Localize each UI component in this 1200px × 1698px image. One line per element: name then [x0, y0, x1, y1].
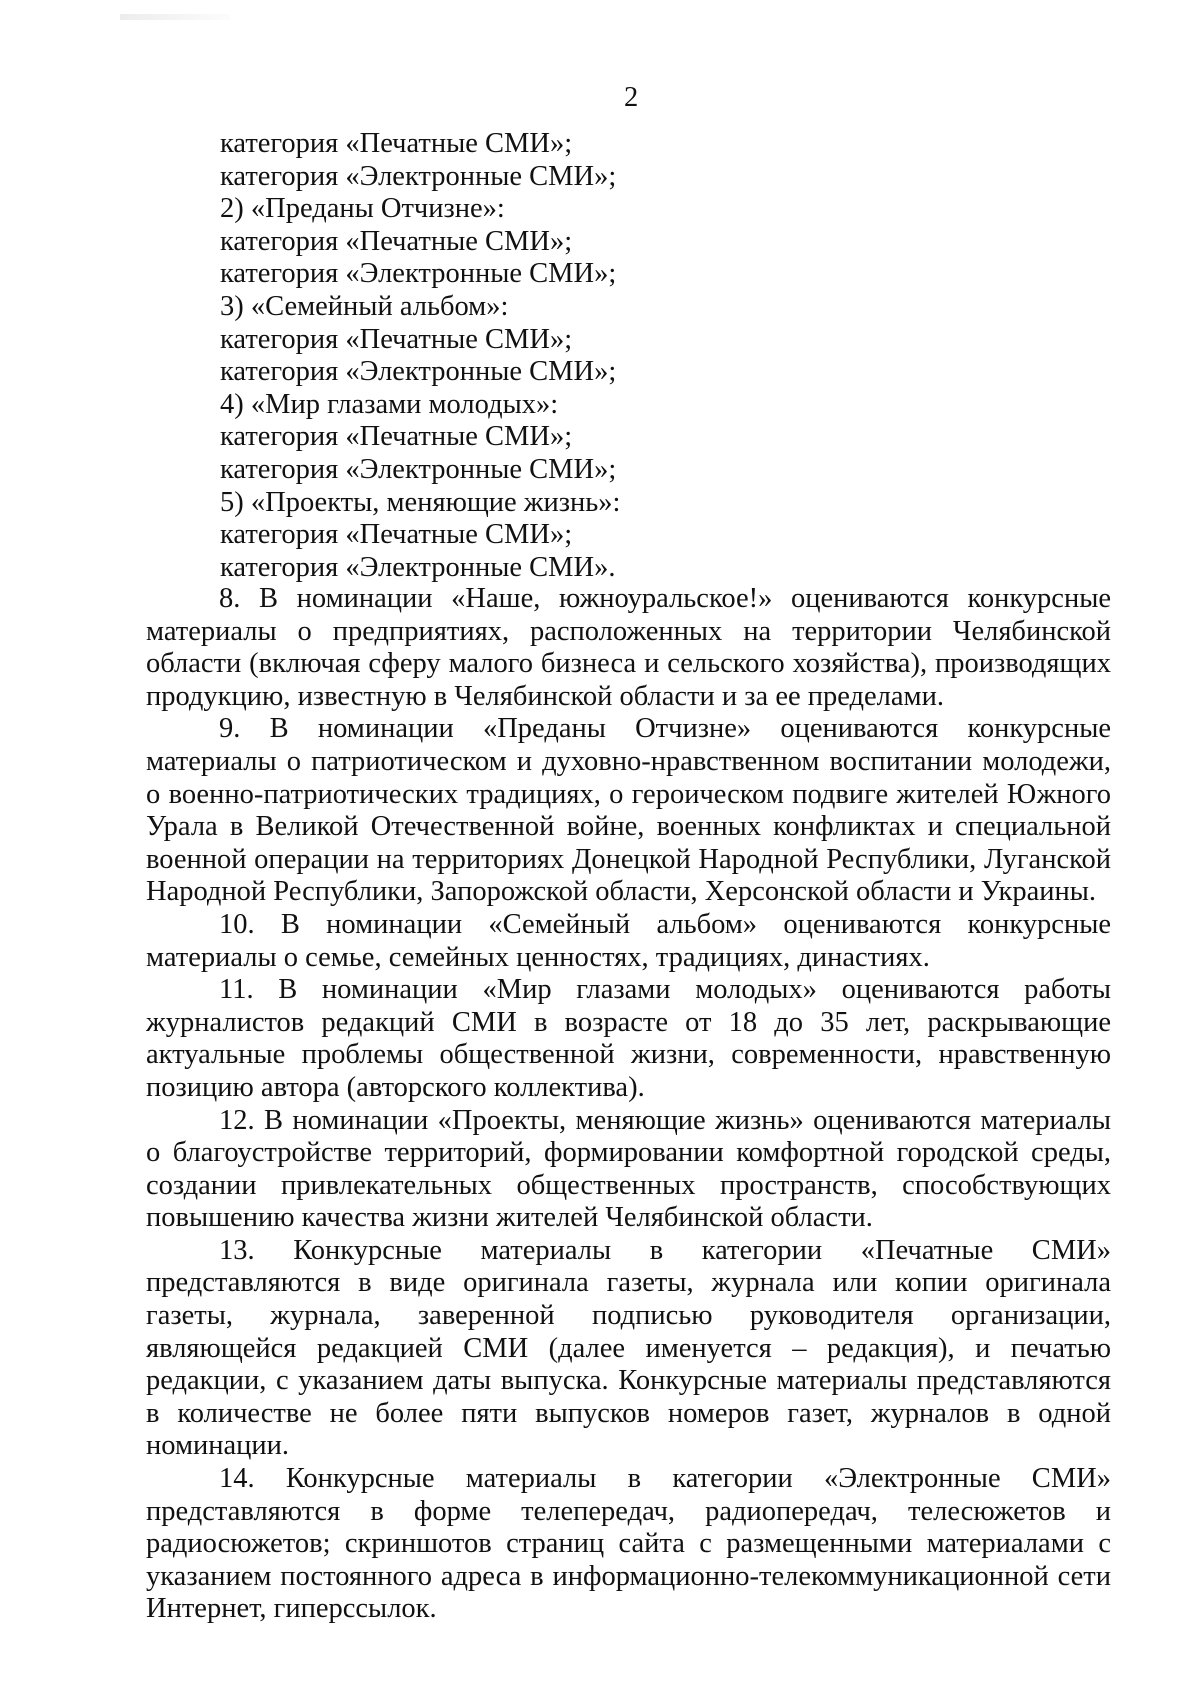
list-line: 2) «Преданы Отчизне»: [220, 193, 505, 225]
list-line: 3) «Семейный альбом»: [220, 290, 509, 322]
list-line: категория «Печатные СМИ»; [220, 323, 573, 355]
paragraph-10: 10. В номинации «Семейный альбом» оцениваются конкурсные материалы о семье, семейных ценностях, традициях, династиях. [146, 908, 1111, 973]
list-line: категория «Электронные СМИ»; [220, 160, 617, 192]
paragraph-12: 12. В номинации «Проекты, меняющие жизнь» оцениваются материалы о благоустройстве территорий, формировании комфортной городской среды, создании привлекательных общественных пространств, способствующих повышению качества жизни жителей Челябинской области. [146, 1104, 1111, 1234]
document-body [146, 583, 1111, 1626]
list-line: 5) «Проекты, меняющие жизнь»: [220, 486, 621, 518]
list-line: 4) «Мир глазами молодых»: [220, 388, 559, 420]
paragraph-9: 9. В номинации «Преданы Отчизне» оцениваются конкурсные материалы о патриотическом и духовно-нравственном воспитании молодежи, о военно-патриотических традициях, о героическом подвиге жителей Южного Урала в Великой Отечественной войне, военных конфликтах и специальной военной операции на территориях Донецкой Народной Республики, Луганской Народной Республики, Запорожской области, Херсонской области и Украины. [146, 713, 1111, 908]
page-number: 2 [624, 82, 639, 113]
paragraph-13: 13. Конкурсные материалы в категории «Печатные СМИ» представляются в виде оригинала газеты, журнала или копии оригинала газеты, журнала, заверенной подписью руководителя организации, являющейся редакцией СМИ (далее именуется – редакция), и печатью редакции, с указанием даты выпуска. Конкурсные материалы представляются в количестве не более пяти выпусков номеров газет, журналов в одной номинации. [146, 1234, 1111, 1462]
list-line: категория «Печатные СМИ»; [220, 519, 573, 551]
list-line: категория «Печатные СМИ»; [220, 421, 573, 453]
paragraph-14: 14. Конкурсные материалы в категории «Электронные СМИ» представляются в форме телепередач, радиопередач, телесюжетов и радиосюжетов; скриншотов страниц сайта с размещенными материалами с указанием постоянного адреса в информационно-телекоммуникационной сети Интернет, гиперссылок. [146, 1463, 1111, 1625]
list-line: категория «Электронные СМИ»; [220, 453, 617, 485]
paragraph-8: 8. В номинации «Наше, южноуральское!» оцениваются конкурсные материалы о предприятиях, расположенных на территории Челябинской области (включая сферу малого бизнеса и сельского хозяйства), производящих продукцию, известную в Челябинской области и за ее пределами. [146, 583, 1111, 712]
list-line: категория «Электронные СМИ». [220, 551, 616, 583]
list-line: категория «Электронные СМИ»; [220, 258, 617, 290]
list-line: категория «Печатные СМИ»; [220, 225, 573, 257]
paragraph-11: 11. В номинации «Мир глазами молодых» оцениваются работы журналистов редакций СМИ в возрасте от 18 до 35 лет, раскрывающие актуальные проблемы общественной жизни, современности, нравственную позицию автора (авторского коллектива). [146, 974, 1111, 1103]
list-line: категория «Печатные СМИ»; [220, 128, 573, 159]
nomination-category-list [220, 128, 620, 584]
scan-artifact [120, 14, 230, 20]
list-line: категория «Электронные СМИ»; [220, 356, 617, 388]
